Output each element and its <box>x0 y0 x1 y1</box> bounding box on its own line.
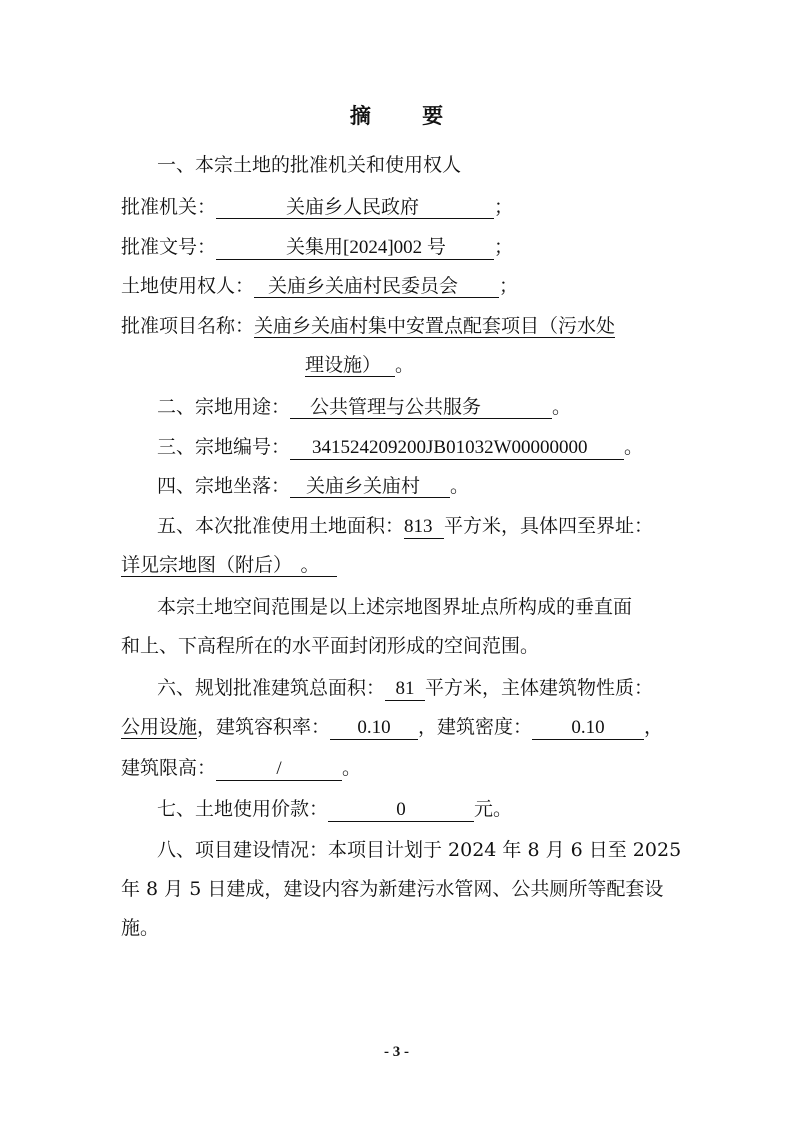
land-area-row <box>157 513 653 539</box>
approval-docno-row <box>121 234 513 260</box>
space-range-line2: 和上、下高程所在的水平面封闭形成的空间范围。 <box>121 635 540 657</box>
period: 。 <box>395 354 415 376</box>
land-user-label: 土地使用权人： <box>121 275 255 297</box>
density-value: 0.10 <box>532 717 644 740</box>
land-price-unit: 元。 <box>474 798 513 820</box>
land-use-value: 公共管理与公共服务 <box>310 396 482 418</box>
building-area-prefix: 六、规划批准建筑总面积： <box>157 677 386 699</box>
parcel-location-row <box>157 473 469 499</box>
semicolon: ； <box>494 196 514 218</box>
approval-docno-value: 关集用[2024]002 号 <box>286 237 446 258</box>
approval-authority-row <box>121 194 513 220</box>
building-area-value: 81 <box>385 678 425 701</box>
approval-authority-value-field <box>216 196 494 219</box>
parcel-location-value: 关庙乡关庙村 <box>306 475 421 497</box>
approval-docno-label: 批准文号： <box>121 236 217 258</box>
project-name-row <box>121 313 615 339</box>
parcel-number-value-field <box>290 437 624 460</box>
project-name-value-line2: 理设施） <box>305 354 395 377</box>
approval-authority-label: 批准机关： <box>121 196 217 218</box>
building-area-row <box>157 675 653 701</box>
period: 。 <box>624 436 644 458</box>
comma: ， <box>644 716 664 738</box>
land-use-value-field <box>290 396 552 419</box>
project-name-label: 批准项目名称： <box>121 315 255 337</box>
height-limit-value: / <box>216 758 342 781</box>
construction-line2: 年 8 月 5 日建成，建设内容为新建污水管网、公共厕所等配套设 <box>121 878 664 900</box>
approval-authority-value: 关庙乡人民政府 <box>286 196 420 218</box>
project-name-row-2 <box>305 352 414 378</box>
land-price-row <box>157 796 512 822</box>
construction-line3: 施。 <box>121 917 160 939</box>
project-name-value-line1: 关庙乡关庙村集中安置点配套项目（污水处 <box>254 315 616 337</box>
parcel-number-label: 三、宗地编号： <box>157 436 291 458</box>
boundary-row <box>121 552 337 578</box>
page-number: - 3 - <box>384 1044 409 1060</box>
land-use-label: 二、宗地用途： <box>157 396 291 418</box>
period: 。 <box>450 475 470 497</box>
parcel-number-value: 341524209200JB01032W00000000 <box>312 437 588 458</box>
section-1-heading: 一、本宗土地的批准机关和使用权人 <box>157 154 462 176</box>
period: 。 <box>342 757 362 779</box>
far-value: 0.10 <box>330 717 418 740</box>
land-user-value-field <box>254 275 499 298</box>
building-area-suffix: 平方米，主体建筑物性质： <box>425 677 654 699</box>
far-label: ，建筑容积率： <box>197 716 331 738</box>
period: 。 <box>552 396 572 418</box>
boundary-value: 详见宗地图（附后） <box>121 554 283 576</box>
land-use-row <box>157 394 571 420</box>
land-user-value: 关庙乡关庙村民委员会 <box>268 275 459 297</box>
density-label: ，建筑密度： <box>418 716 533 738</box>
land-area-suffix: 平方米，具体四至界址： <box>444 515 654 537</box>
land-user-row <box>121 273 518 299</box>
period: 。 <box>300 554 320 576</box>
approval-docno-value-field <box>216 237 494 260</box>
height-limit-label: 建筑限高： <box>121 757 217 779</box>
building-ratios-row <box>121 714 663 740</box>
semicolon: ； <box>499 275 519 297</box>
space-range-line1: 本宗土地空间范围是以上述宗地图界址点所构成的垂直面 <box>157 596 633 618</box>
land-price-label: 七、土地使用价款： <box>157 798 329 820</box>
construction-line1: 八、项目建设情况：本项目计划于 2024 年 8 月 6 日至 2025 <box>157 839 682 861</box>
boundary-value-field <box>121 554 337 577</box>
parcel-location-label: 四、宗地坐落： <box>157 475 291 497</box>
building-nature-value: 公用设施 <box>121 716 198 738</box>
land-area-prefix: 五、本次批准使用土地面积： <box>157 515 405 537</box>
page-title: 摘 要 <box>349 104 466 128</box>
land-area-value: 813 <box>404 516 444 539</box>
semicolon: ； <box>494 236 514 258</box>
height-limit-row <box>121 755 361 781</box>
land-price-value: 0 <box>328 799 474 822</box>
parcel-number-row <box>157 434 643 460</box>
parcel-location-value-field <box>290 475 450 498</box>
